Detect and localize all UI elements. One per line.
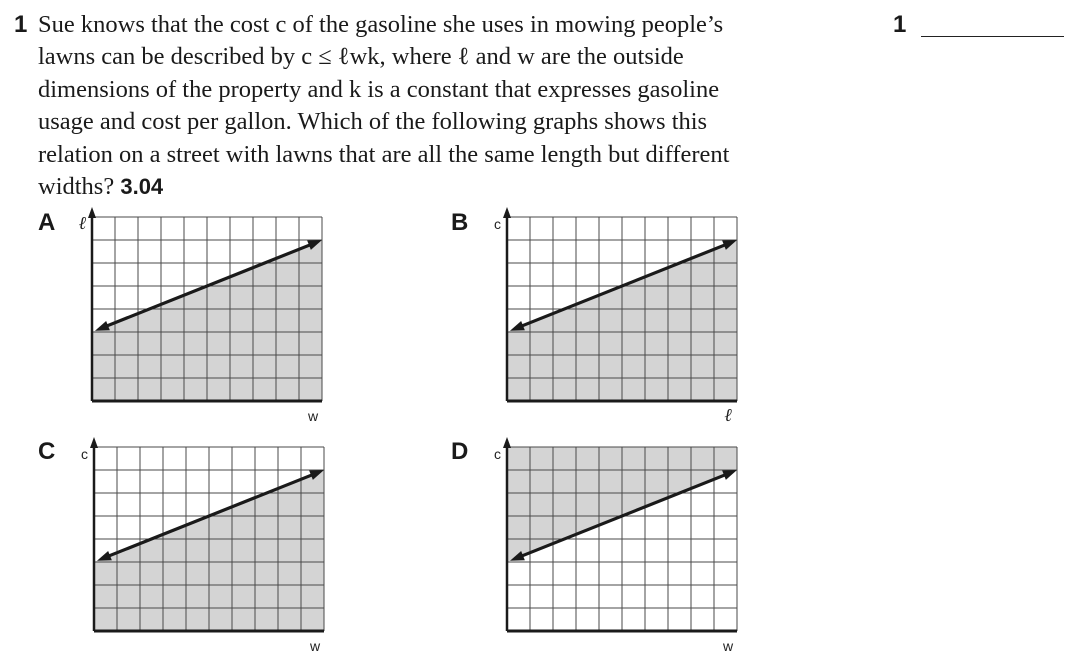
question-line: usage and cost per gallon. Which of the following graphs shows this xyxy=(38,108,708,136)
question-line: relation on a street with lawns that are all the same length but different xyxy=(38,140,730,168)
boundary-arrowhead-start xyxy=(95,321,110,331)
option-c-letter[interactable]: C xyxy=(38,438,56,465)
boundary-arrowhead-end xyxy=(722,470,737,480)
y-axis-label: c xyxy=(494,216,501,232)
standard-code: 3.04 xyxy=(120,174,164,200)
y-axis-arrow xyxy=(90,437,98,448)
question-line: widths? xyxy=(38,173,115,201)
y-axis-arrow xyxy=(503,207,511,218)
y-axis-arrow xyxy=(88,207,96,218)
y-axis-label: ℓ xyxy=(78,213,86,233)
x-axis-label: ℓ xyxy=(724,405,732,425)
option-b-letter[interactable]: B xyxy=(451,209,469,236)
y-axis-label: c xyxy=(494,446,501,462)
boundary-arrowhead-start xyxy=(97,551,112,561)
x-axis-label: w xyxy=(722,638,734,654)
question-line: lawns can be described by c ≤ ℓwk, where ℓ and w are the outside xyxy=(38,43,684,71)
option-d-letter[interactable]: D xyxy=(451,438,469,465)
y-axis-arrow xyxy=(503,437,511,448)
x-axis-label: w xyxy=(309,638,321,654)
graph-option-a xyxy=(79,207,323,424)
question-line: Sue knows that the cost c of the gasoline she uses in mowing people’s xyxy=(38,11,724,38)
answer-number: 1 xyxy=(893,11,907,38)
question-number: 1 xyxy=(14,11,28,38)
option-a-letter[interactable]: A xyxy=(38,209,56,236)
boundary-arrowhead-start xyxy=(510,321,525,331)
x-axis-label: w xyxy=(307,408,319,424)
graph-option-d xyxy=(494,437,737,654)
y-axis-label: c xyxy=(81,446,88,462)
graph-option-c xyxy=(81,437,324,654)
question-line: dimensions of the property and k is a constant that expresses gasoline xyxy=(38,75,720,103)
graph-option-b xyxy=(494,207,737,425)
